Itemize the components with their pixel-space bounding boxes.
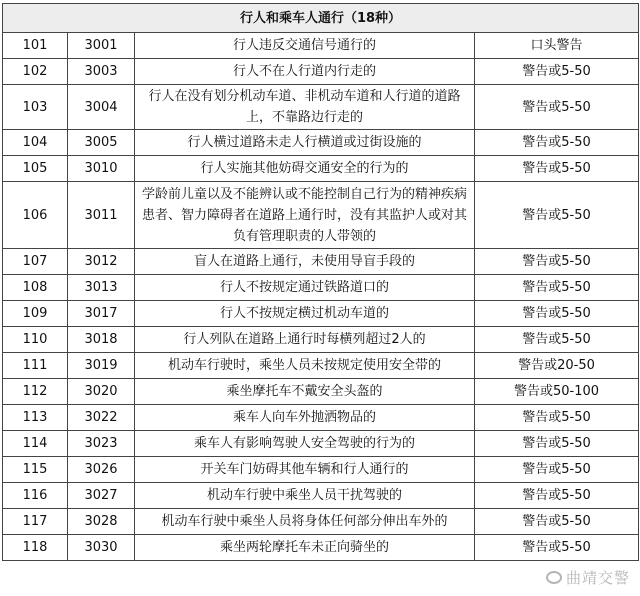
- cell-penalty: 警告或5-50: [475, 327, 639, 353]
- table-row: [3, 535, 639, 561]
- cell-penalty: 警告或50-100: [475, 379, 639, 405]
- cell-number: 103: [3, 85, 68, 130]
- cell-number: 108: [3, 275, 68, 301]
- cell-number: 105: [3, 156, 68, 182]
- cell-penalty: 警告或5-50: [475, 156, 639, 182]
- cell-penalty: 警告或5-50: [475, 509, 639, 535]
- cell-penalty: 警告或20-50: [475, 353, 639, 379]
- table-row: [3, 509, 639, 535]
- table-row: [3, 431, 639, 457]
- cell-number: 117: [3, 509, 68, 535]
- table-row: [3, 130, 639, 156]
- cell-code: 3026: [68, 457, 135, 483]
- cell-number: 115: [3, 457, 68, 483]
- cell-code: 3020: [68, 379, 135, 405]
- table-row: [3, 483, 639, 509]
- table-row: [3, 275, 639, 301]
- cell-penalty: 警告或5-50: [475, 275, 639, 301]
- cell-number: 111: [3, 353, 68, 379]
- cell-penalty: 警告或5-50: [475, 405, 639, 431]
- cell-description: 行人横过道路未走人行横道或过街设施的: [135, 130, 475, 156]
- cell-penalty: 警告或5-50: [475, 182, 639, 249]
- cell-description: 行人不按规定横过机动车道的: [135, 301, 475, 327]
- table-row: [3, 327, 639, 353]
- cell-penalty: 警告或5-50: [475, 301, 639, 327]
- cell-code: 3013: [68, 275, 135, 301]
- table-row: [3, 301, 639, 327]
- violations-table: [2, 3, 639, 561]
- cell-number: 113: [3, 405, 68, 431]
- cell-description: 学龄前儿童以及不能辨认或不能控制自己行为的精神疾病患者、智力障碍者在道路上通行时，没有其监护人或对其负有管理职责的人带领的: [135, 182, 475, 249]
- cell-number: 118: [3, 535, 68, 561]
- cell-penalty: 警告或5-50: [475, 483, 639, 509]
- cell-code: 3012: [68, 249, 135, 275]
- table-row: [3, 182, 639, 249]
- cell-description: 行人实施其他妨碍交通安全的行为的: [135, 156, 475, 182]
- table-row: [3, 156, 639, 182]
- cell-number: 109: [3, 301, 68, 327]
- cell-description: 机动车行驶中乘坐人员将身体任何部分伸出车外的: [135, 509, 475, 535]
- cell-number: 102: [3, 59, 68, 85]
- table-row: [3, 405, 639, 431]
- cell-code: 3011: [68, 182, 135, 249]
- cell-code: 3018: [68, 327, 135, 353]
- cell-description: 开关车门妨碍其他车辆和行人通行的: [135, 457, 475, 483]
- cell-code: 3022: [68, 405, 135, 431]
- cell-code: 3019: [68, 353, 135, 379]
- cell-description: 行人不按规定通过铁路道口的: [135, 275, 475, 301]
- table-row: [3, 249, 639, 275]
- cell-number: 101: [3, 33, 68, 59]
- cell-description: 行人列队在道路上通行时每横列超过2人的: [135, 327, 475, 353]
- cell-code: 3027: [68, 483, 135, 509]
- cell-penalty: 警告或5-50: [475, 457, 639, 483]
- cell-penalty: 警告或5-50: [475, 535, 639, 561]
- cell-description: 乘车人向车外抛洒物品的: [135, 405, 475, 431]
- cell-description: 乘坐摩托车不戴安全头盔的: [135, 379, 475, 405]
- cell-description: 机动车行驶时，乘坐人员未按规定使用安全带的: [135, 353, 475, 379]
- cell-penalty: 警告或5-50: [475, 130, 639, 156]
- cell-penalty: 警告或5-50: [475, 431, 639, 457]
- cell-description: 行人在没有划分机动车道、非机动车道和人行道的道路上，不靠路边行走的: [135, 85, 475, 130]
- wechat-icon: [546, 571, 562, 584]
- cell-code: 3028: [68, 509, 135, 535]
- cell-description: 行人不在人行道内行走的: [135, 59, 475, 85]
- cell-code: 3030: [68, 535, 135, 561]
- cell-penalty: 警告或5-50: [475, 249, 639, 275]
- cell-number: 104: [3, 130, 68, 156]
- cell-number: 107: [3, 249, 68, 275]
- cell-code: 3005: [68, 130, 135, 156]
- cell-number: 110: [3, 327, 68, 353]
- cell-code: 3004: [68, 85, 135, 130]
- cell-penalty: 口头警告: [475, 33, 639, 59]
- table-title-row: [3, 4, 639, 33]
- table-row: [3, 457, 639, 483]
- cell-description: 机动车行驶中乘坐人员干扰驾驶的: [135, 483, 475, 509]
- watermark: [546, 567, 630, 588]
- cell-code: 3001: [68, 33, 135, 59]
- cell-number: 106: [3, 182, 68, 249]
- cell-description: 行人违反交通信号通行的: [135, 33, 475, 59]
- cell-description: 盲人在道路上通行，未使用导盲手段的: [135, 249, 475, 275]
- cell-code: 3017: [68, 301, 135, 327]
- cell-penalty: 警告或5-50: [475, 85, 639, 130]
- cell-number: 114: [3, 431, 68, 457]
- cell-number: 112: [3, 379, 68, 405]
- cell-code: 3010: [68, 156, 135, 182]
- table-row: [3, 85, 639, 130]
- cell-number: 116: [3, 483, 68, 509]
- cell-code: 3023: [68, 431, 135, 457]
- cell-description: 乘坐两轮摩托车未正向骑坐的: [135, 535, 475, 561]
- table-row: [3, 59, 639, 85]
- table-title: 行人和乘车人通行（18种）: [3, 4, 639, 33]
- cell-description: 乘车人有影响驾驶人安全驾驶的行为的: [135, 431, 475, 457]
- table-row: [3, 353, 639, 379]
- table-row: [3, 379, 639, 405]
- watermark-text: 曲靖交警: [565, 569, 630, 587]
- table-row: [3, 33, 639, 59]
- cell-penalty: 警告或5-50: [475, 59, 639, 85]
- cell-code: 3003: [68, 59, 135, 85]
